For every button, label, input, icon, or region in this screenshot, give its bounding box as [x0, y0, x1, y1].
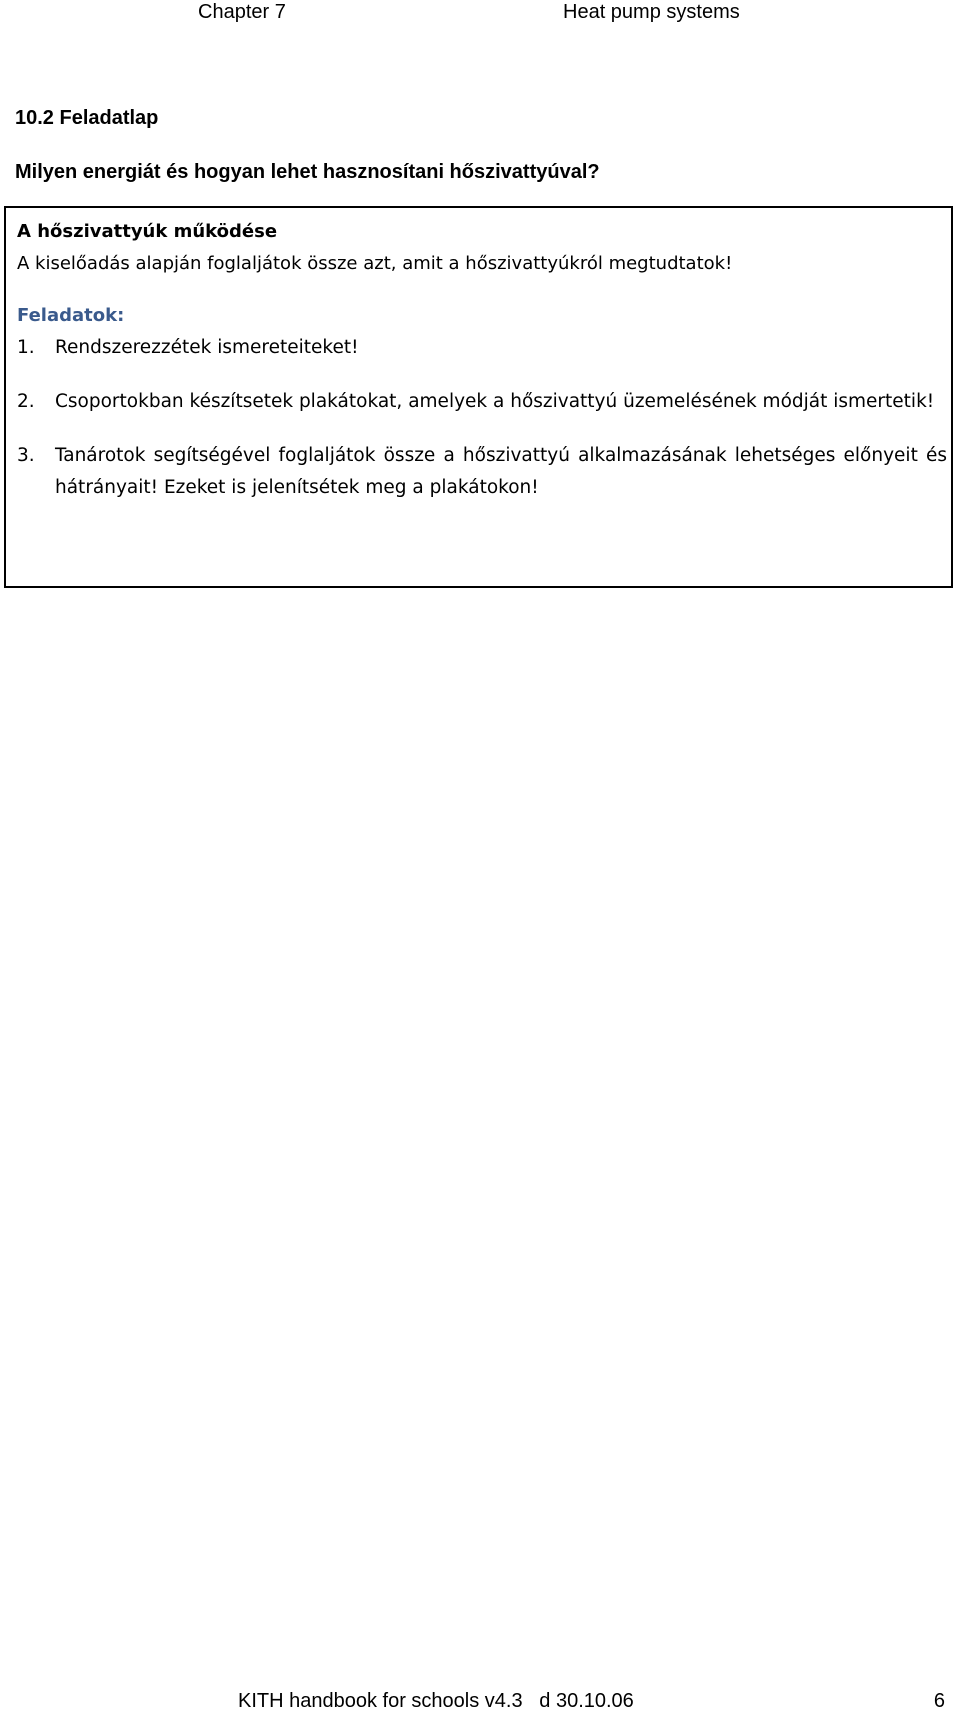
- task-item: [17, 332, 947, 364]
- page-footer: [0, 1683, 960, 1714]
- task-item: [17, 386, 947, 418]
- task-number: 3.: [17, 445, 35, 466]
- task-text: Tanárotok segítségével foglaljátok össze a hőszivattyú alkalmazásának lehetséges előnyeit és hátrányait! Ezeket is jelenítsétek meg a plakátokon!: [55, 445, 947, 498]
- header-topic: Heat pump systems: [563, 1, 740, 23]
- task-item: [17, 440, 947, 504]
- section-title: 10.2 Feladatlap: [15, 107, 159, 129]
- box-subheading: A hőszivattyúk működése: [17, 221, 278, 242]
- guiding-question: Milyen energiát és hogyan lehet hasznosítani hőszivattyúval?: [15, 161, 600, 183]
- task-text: Csoportokban készítsetek plakátokat, amelyek a hőszivattyú üzemelésének módját ismertetik!: [55, 391, 935, 412]
- header-chapter: Chapter 7: [198, 1, 286, 23]
- task-number: 1.: [17, 337, 35, 358]
- footer-version: KITH handbook for schools v4.3 d 30.10.06: [238, 1690, 634, 1712]
- task-text: Rendszerezzétek ismereteiteket!: [55, 337, 359, 358]
- tasks-label: Feladatok:: [17, 305, 125, 326]
- page-header: [0, 0, 960, 26]
- page-number: 6: [933, 1690, 945, 1712]
- task-number: 2.: [17, 391, 35, 412]
- task-box: [4, 208, 953, 588]
- task-box-content: [17, 208, 947, 504]
- box-intro: A kiselőadás alapján foglaljátok össze azt, amit a hőszivattyúkról megtudtatok!: [17, 253, 733, 274]
